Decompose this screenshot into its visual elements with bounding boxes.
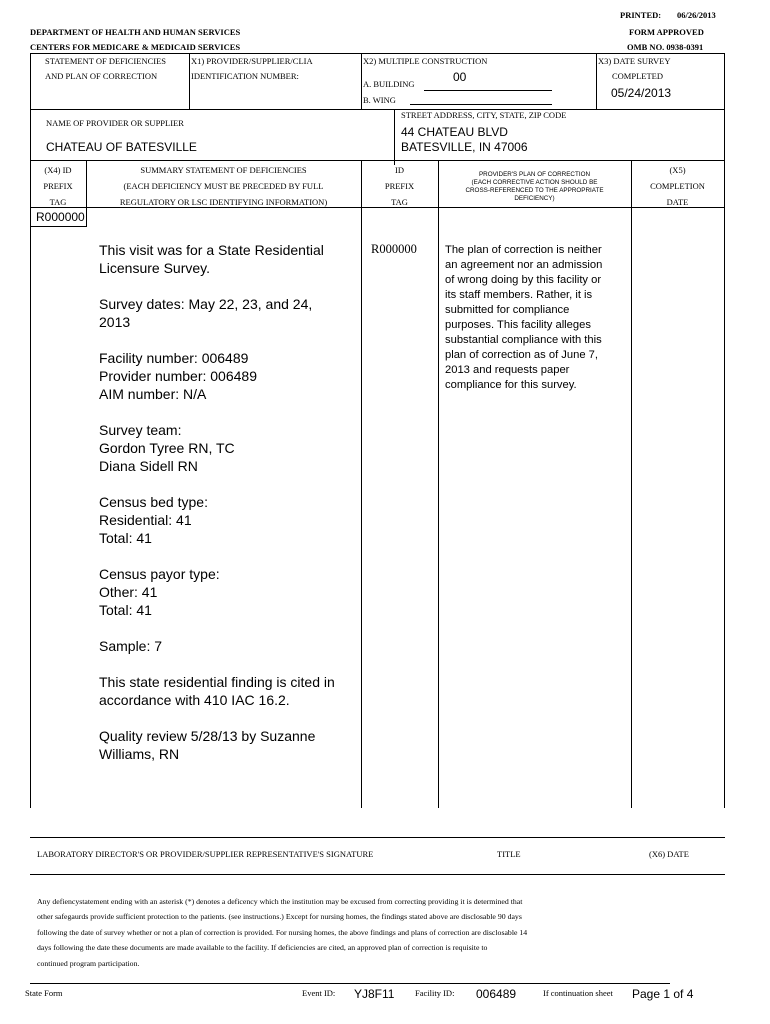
director-signature-label: LABORATORY DIRECTOR'S OR PROVIDER/SUPPLIER REPRESENTATIVE'S SIGNATURE [37, 849, 374, 859]
plan-label: PROVIDER'S PLAN OF CORRECTION [478, 171, 591, 178]
page-number: Page 1 of 4 [632, 987, 694, 1001]
left-tag: R000000 [36, 210, 85, 224]
box-divider [189, 53, 190, 110]
plan-instruction: (EACH CORRECTIVE ACTION SHOULD BE [471, 179, 598, 186]
box-divider [596, 53, 597, 110]
x4-prefix-label: PREFIX [43, 181, 73, 191]
x1-label: X1) PROVIDER/SUPPLIER/CLIA [191, 56, 313, 66]
plan-instruction-3: DEFICIENCY) [514, 195, 555, 202]
building-value: 00 [453, 70, 467, 84]
x1-id-label: IDENTIFICATION NUMBER: [191, 71, 299, 81]
x3-completed-label: COMPLETED [612, 71, 663, 81]
notice-line: other safegaurds provide sufficient protection to the patients. (see instructions.) Except for nursing homes, the findings stated above are disclosable 90 days [37, 912, 522, 921]
provider-name-label: NAME OF PROVIDER OR SUPPLIER [46, 118, 184, 128]
right-tag: R000000 [371, 242, 417, 256]
tag-row-border [30, 226, 86, 227]
x6-date-label: (X6) DATE [649, 849, 689, 859]
state-form-label: State Form [25, 988, 63, 998]
printed-label: PRINTED: [620, 10, 662, 20]
plan-instruction-2: CROSS-REFERENCED TO THE APPROPRIATE [465, 187, 604, 194]
footer-border [30, 983, 670, 984]
top-box-border [30, 53, 725, 54]
column-divider [361, 160, 362, 808]
wing-label: B. WING [363, 95, 396, 105]
left-border [30, 160, 31, 808]
survey-completed-date: 05/24/2013 [611, 86, 672, 100]
address-line2: BATESVILLE, IN 47006 [401, 140, 528, 154]
summary-label: SUMMARY STATEMENT OF DEFICIENCIES [140, 165, 307, 175]
box-divider [361, 53, 362, 110]
right-border [724, 160, 725, 808]
notice-line: days following the date these documents are made available to the facility. If deficiencies are cited, an approved plan of correction is requisite to [37, 943, 488, 952]
summary-instruction: (EACH DEFICIENCY MUST BE PRECEDED BY FULL [123, 181, 324, 191]
tag-row-divider [86, 207, 87, 227]
event-id-label: Event ID: [302, 988, 336, 998]
signature-border [30, 837, 725, 838]
column-divider [631, 160, 632, 808]
statement-label: STATEMENT OF DEFICIENCIES [45, 56, 167, 66]
plan-of-correction: The plan of correction is neither an agreement nor an admission of wrong doing by this facility or its staff members. Rather, it is submitted for compliance purposes. This facility alleges substantial compliance with this plan of correction as of June 7, 2013 and requests paper compliance for this survey. [445, 244, 603, 391]
provider-name: CHATEAU OF BATESVILLE [46, 140, 197, 154]
deficiency-summary: This visit was for a State Residential Licensure Survey. Survey dates: May 22, 23, and 24, 2013 Facility number: 006489 Provider number: 006489 AIM number: N/A Survey team: Gordon Tyree RN, TC Diana Sidell RN Census bed type: Residential: 41 Total: 41 Census payor type: Other: 41 Total: 41 Sample: 7 This state residential finding is cited in accordance with 410 IAC 16.2. Quality review 5/28/13 by Suzanne Williams, RN [99, 242, 335, 762]
building-label: A. BUILDING [363, 79, 415, 89]
notice-line: continued program participation. [37, 959, 140, 968]
omb-number: OMB NO. 0938-0391 [627, 42, 704, 52]
id-tag-label: TAG [391, 197, 408, 207]
box-divider [394, 109, 395, 165]
signature-bottom-border [30, 874, 725, 875]
plan-label: AND PLAN OF CORRECTION [45, 71, 158, 81]
column-divider [438, 160, 439, 808]
facility-id: 006489 [476, 987, 517, 1001]
box-divider [30, 53, 31, 110]
address-line1: 44 CHATEAU BLVD [401, 125, 508, 139]
x5-label: (X5) [669, 165, 686, 175]
x2-label: X2) MULTIPLE CONSTRUCTION [363, 56, 488, 66]
building-underline [424, 90, 552, 91]
wing-underline [410, 104, 552, 105]
printed-date: 06/26/2013 [677, 10, 716, 20]
box-divider [30, 109, 31, 165]
x5-completion-label: COMPLETION [650, 181, 705, 191]
id-label: ID [395, 165, 404, 175]
notice-line: following the date of survey whether or not a plan of correction is provided. For nursing homes, the above findings and plans of correction are disclosable 14 [37, 928, 528, 937]
centers-title: CENTERS FOR MEDICARE & MEDICAID SERVICES [30, 42, 241, 52]
address-label: STREET ADDRESS, CITY, STATE, ZIP CODE [401, 110, 567, 120]
id-prefix-label: PREFIX [384, 181, 415, 191]
box-divider [30, 160, 725, 161]
continuation-label: If continuation sheet [543, 988, 613, 998]
facility-id-label: Facility ID: [415, 988, 455, 998]
x4-id-label: (X4) ID [44, 165, 72, 175]
title-label: TITLE [497, 849, 521, 859]
form-approved: FORM APPROVED [629, 27, 704, 37]
box-divider [30, 109, 725, 110]
notice-line: Any defiencystatement ending with an asterisk (*) denotes a deficency which the institution may be excused from correcting providing it is determined that [37, 897, 523, 906]
x3-label: X3) DATE SURVEY [598, 56, 671, 66]
event-id: YJ8F11 [354, 987, 395, 1001]
department-title: DEPARTMENT OF HEALTH AND HUMAN SERVICES [30, 27, 241, 37]
x5-date-label: DATE [666, 197, 689, 207]
summary-instruction-2: REGULATORY OR LSC IDENTIFYING INFORMATION) [119, 197, 328, 207]
x4-tag-label: TAG [49, 197, 67, 207]
